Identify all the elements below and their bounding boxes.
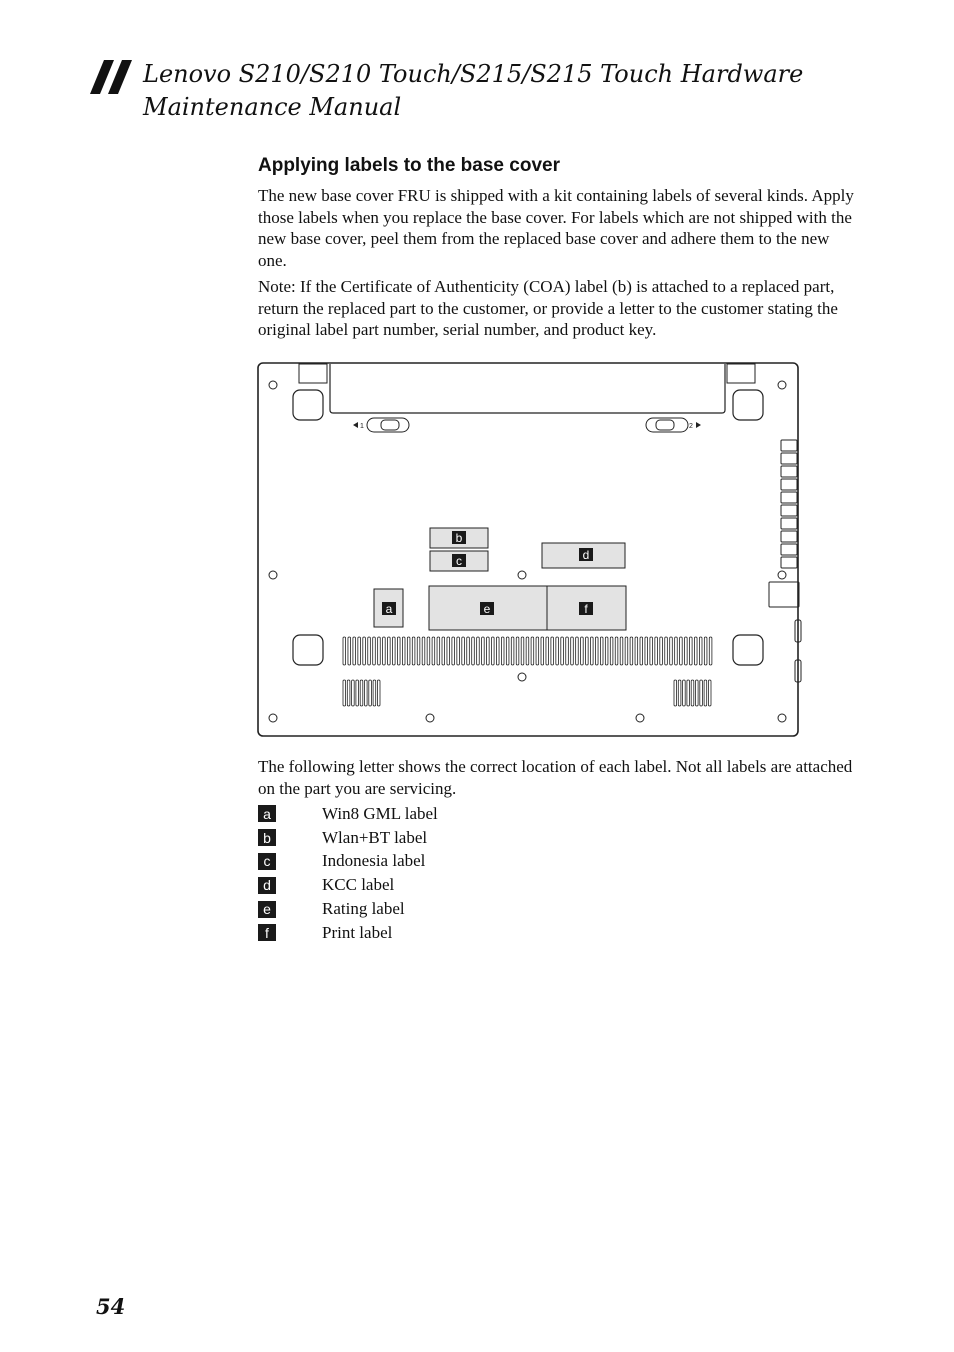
label-d-badge: [579, 548, 593, 562]
legend-item-text: KCC label: [322, 875, 395, 895]
legend-letter-badge: a: [258, 805, 276, 822]
svg-text:2: 2: [689, 423, 693, 430]
legend-letter-badge: d: [258, 877, 276, 894]
label-b-badge: [452, 531, 466, 545]
legend-item-text: Indonesia label: [322, 851, 426, 871]
label-a-badge: [382, 602, 396, 616]
header-slash-icon: [90, 60, 136, 94]
legend-item: [258, 802, 658, 826]
legend-item: [258, 921, 658, 945]
label-c-badge: [452, 554, 466, 568]
legend-item-text: Print label: [322, 922, 393, 942]
svg-text:f: f: [584, 602, 588, 616]
legend-intro-paragraph: The following letter shows the correct location of each label. Not all labels are attached on the part you are servicing.: [258, 757, 853, 798]
legend-letter-badge: f: [258, 924, 276, 941]
page-number: 54: [96, 1294, 126, 1319]
svg-text:c: c: [456, 554, 462, 568]
svg-text:a: a: [385, 602, 393, 616]
legend-item: [258, 850, 658, 874]
legend-item: [258, 897, 658, 921]
section-heading: Applying labels to the base cover: [258, 155, 560, 176]
legend-letter-badge: c: [258, 853, 276, 870]
label-e-badge: [480, 602, 494, 616]
legend-item: [258, 826, 658, 850]
legend-item: [258, 873, 658, 897]
label-legend: [258, 802, 658, 945]
legend-item-text: Wlan+BT label: [322, 827, 428, 847]
svg-text:b: b: [455, 531, 463, 545]
label-f-badge: [579, 602, 593, 616]
base-cover-diagram: [255, 360, 803, 745]
intro-paragraph: The new base cover FRU is shipped with a kit containing labels of several kinds. Apply those labels when you replace the base cover. For labels which are not shipped with the new base cover, peel them from the replaced base cover and adhere them to the new one.: [258, 186, 854, 270]
svg-text:d: d: [582, 548, 590, 562]
svg-text:e: e: [483, 602, 491, 616]
note-paragraph: Note: If the Certificate of Authenticity (COA) label (b) is attached to a replaced part, return the replaced part to the customer, or provide a letter to the customer stating the original label part number, serial number, and product key.: [258, 277, 838, 339]
legend-letter-badge: b: [258, 829, 276, 846]
base-cover-outline: [258, 363, 798, 736]
legend-item-text: Win8 GML label: [322, 803, 438, 823]
legend-item-text: Rating label: [322, 899, 405, 919]
svg-text:1: 1: [360, 423, 364, 430]
legend-letter-badge: e: [258, 901, 276, 918]
document-title: Lenovo S210/S210 Touch/S215/S215 Touch Hardware Maintenance Manual: [143, 60, 804, 121]
